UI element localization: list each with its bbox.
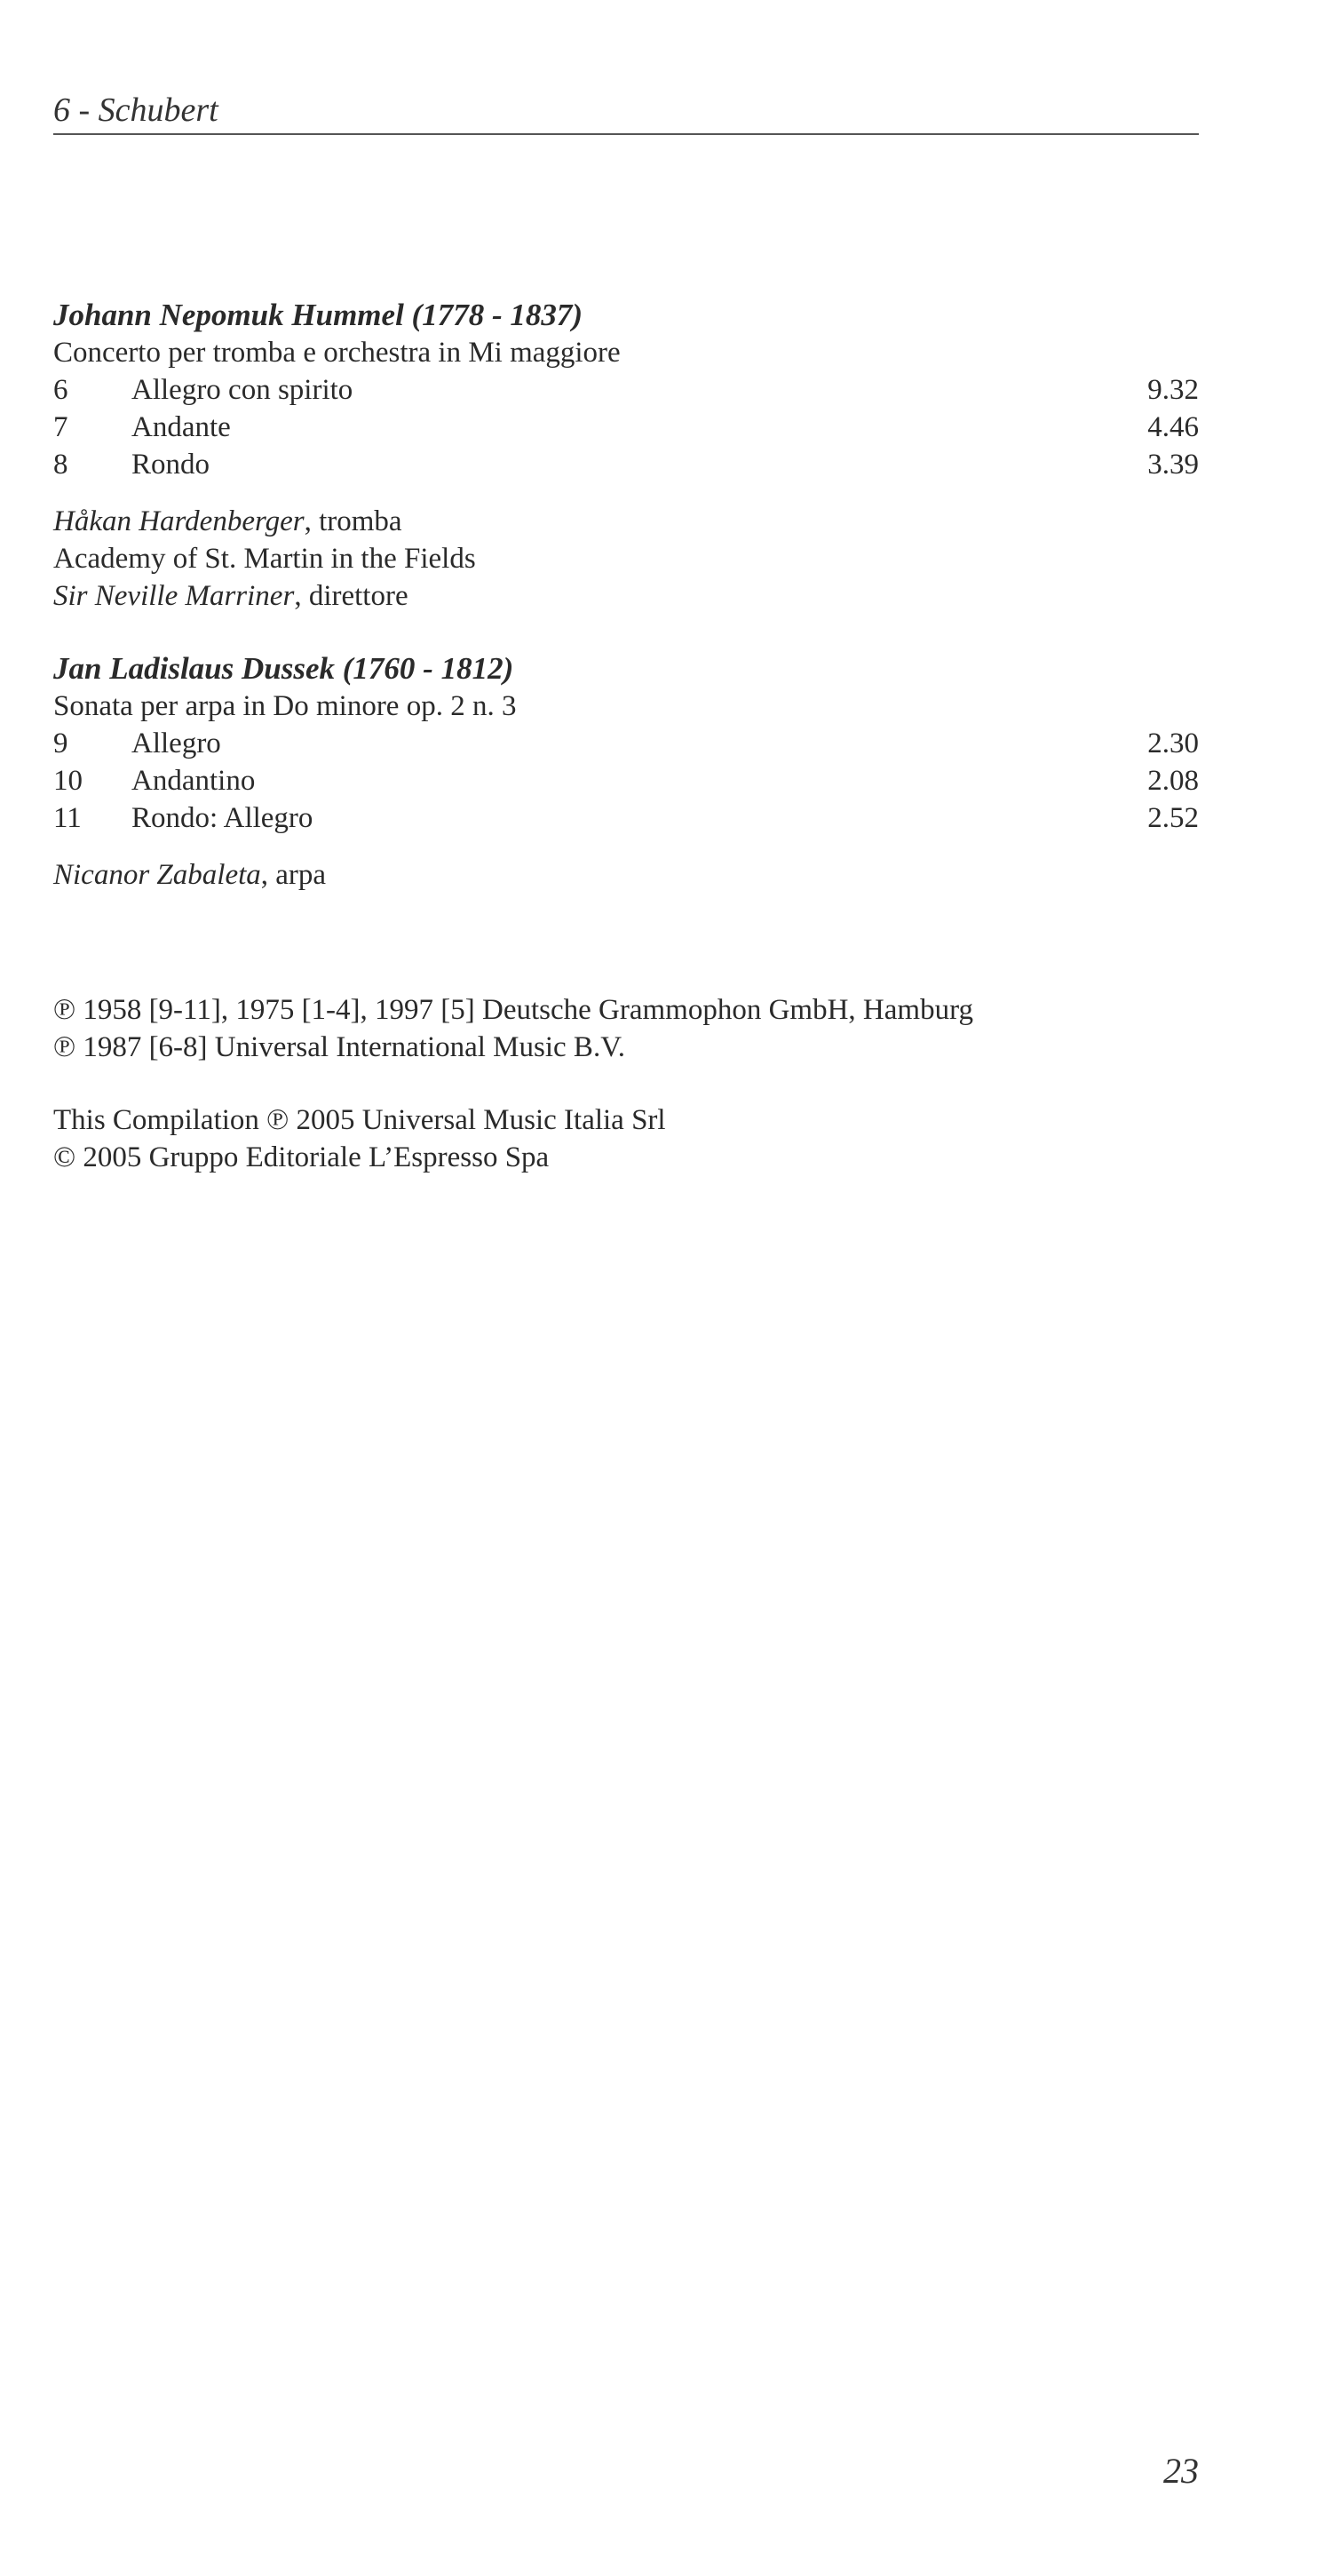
copyright-notice xyxy=(53,1101,1199,1176)
track-listing xyxy=(53,297,1199,1176)
composer-name: Jan Ladislaus Dussek (1760 - 1812) xyxy=(53,651,514,686)
track-number: 8 xyxy=(53,449,68,481)
track-number: 11 xyxy=(53,802,82,834)
performer-line xyxy=(53,856,1199,894)
track-number: 7 xyxy=(53,411,68,443)
track-title: Allegro xyxy=(131,727,221,759)
copyright-line: © 2005 Gruppo Editoriale L’Espresso Spa xyxy=(53,1141,550,1173)
performer-name: Sir Neville Marriner xyxy=(53,580,295,612)
track-duration: 9.32 xyxy=(1147,374,1199,406)
performer-ensemble: Academy of St. Martin in the Fields xyxy=(53,543,476,575)
track-title: Allegro con spirito xyxy=(131,374,353,406)
track-row xyxy=(53,446,1199,483)
track-number: 6 xyxy=(53,374,68,406)
work-title: Sonata per arpa in Do minore op. 2 n. 3 xyxy=(53,690,517,722)
track-duration: 2.52 xyxy=(1147,802,1199,834)
performer-role: , tromba xyxy=(304,505,402,537)
credit-line: ℗ 1958 [9-11], 1975 [1-4], 1997 [5] Deutsche Grammophon GmbH, Hamburg xyxy=(53,994,973,1026)
performer-line xyxy=(53,540,1199,577)
track-row xyxy=(53,762,1199,799)
credit-line: ℗ 1987 [6-8] Universal International Music B.V. xyxy=(53,1031,626,1063)
performer-role: , arpa xyxy=(260,859,327,891)
composer-name: Johann Nepomuk Hummel (1778 - 1837) xyxy=(53,298,583,332)
copyright-line: This Compilation ℗ 2005 Universal Music Italia Srl xyxy=(53,1104,666,1136)
track-duration: 2.30 xyxy=(1147,727,1199,759)
track-row xyxy=(53,799,1199,837)
track-row xyxy=(53,725,1199,762)
page-number: 23 xyxy=(1163,2451,1199,2491)
work-hummel xyxy=(53,297,1199,615)
phonographic-credits xyxy=(53,991,1199,1066)
performer-role: , direttore xyxy=(294,580,408,612)
track-title: Rondo: Allegro xyxy=(131,802,313,834)
track-row xyxy=(53,371,1199,409)
running-head xyxy=(53,89,1199,135)
running-head-text: 6 - Schubert xyxy=(53,91,218,129)
track-duration: 3.39 xyxy=(1147,449,1199,481)
performer-name: Nicanor Zabaleta xyxy=(53,859,261,891)
performer-line xyxy=(53,577,1199,615)
work-title: Concerto per tromba e orchestra in Mi maggiore xyxy=(53,337,621,369)
track-duration: 4.46 xyxy=(1147,411,1199,443)
work-dussek xyxy=(53,650,1199,894)
track-title: Andante xyxy=(131,411,231,443)
track-number: 9 xyxy=(53,727,68,759)
track-duration: 2.08 xyxy=(1147,765,1199,797)
performer-name: Håkan Hardenberger xyxy=(53,505,305,537)
track-number: 10 xyxy=(53,765,83,797)
track-title: Andantino xyxy=(131,765,256,797)
performer-line xyxy=(53,503,1199,540)
track-title: Rondo xyxy=(131,449,210,481)
track-row xyxy=(53,409,1199,446)
